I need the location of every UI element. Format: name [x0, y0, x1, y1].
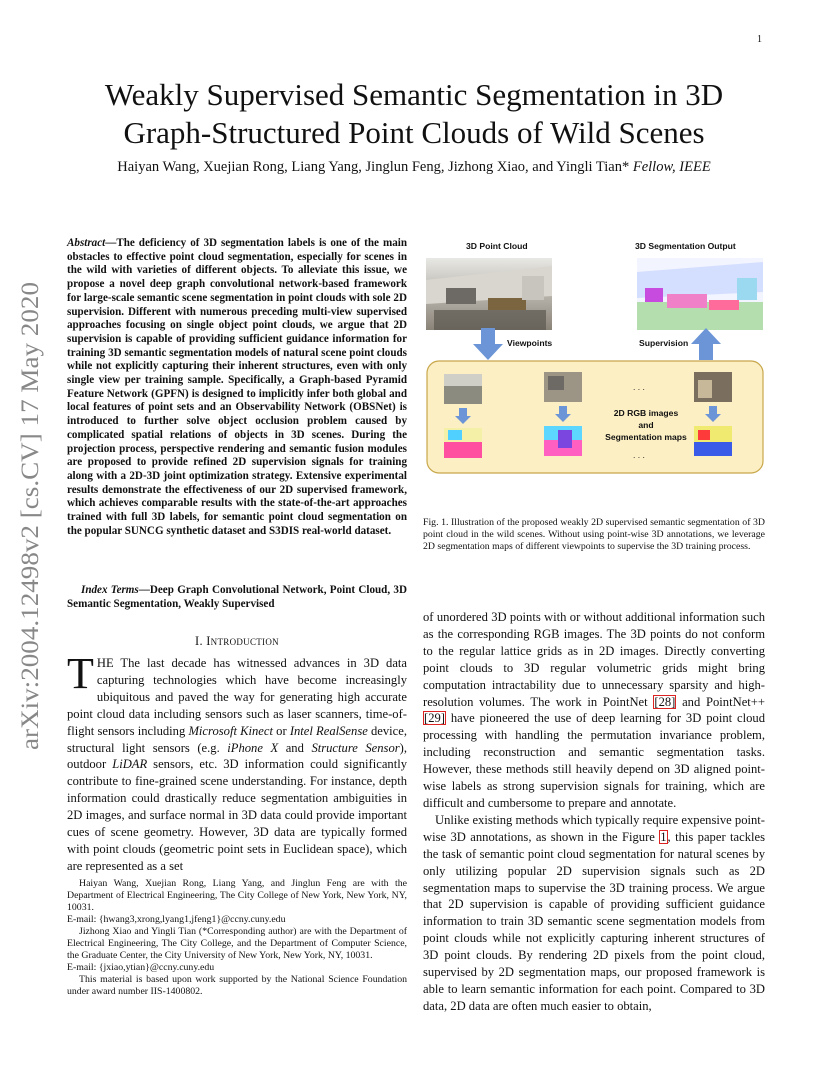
footnote-3: This material is based upon work supported by the National Science Foundation under award number IIS-1400802. — [67, 974, 407, 997]
abstract — [67, 237, 407, 538]
figure-caption: Fig. 1. Illustration of the proposed weakly 2D supervised semantic segmentation of 3D point cloud in the wild scenes. Without using point-wise 3D annotations, we leverage 2D segmentation maps of different viewpoints to supervise the 3D training process. — [423, 517, 765, 552]
arxiv-identifier-text: arXiv:2004.12498v2 [cs.CV] 17 May 2020 — [17, 318, 44, 750]
footnote-1-email: E-mail: {hwang3,xrong,lyang1,jfeng1}@ccny.cuny.edu — [67, 914, 286, 925]
index-terms — [67, 584, 407, 611]
footnote-1: Haiyan Wang, Xuejian Rong, Liang Yang, and Jinglun Feng are with the Department of Electrical Engineering, The City College of New York, New York, NY, 10031. — [67, 878, 407, 913]
label-supervision: Supervision — [639, 338, 689, 348]
paragraph-2 — [423, 812, 765, 1015]
label-viewpoints: Viewpoints — [507, 338, 553, 348]
para1-text-b: and PointNet++ — [676, 694, 765, 709]
right-column-text — [423, 609, 765, 1015]
section-heading-text: I. Introduction — [195, 634, 279, 648]
label-2d-maps-line-1: 2D RGB images — [613, 408, 679, 418]
para2-text-b: , this paper tackles the task of semantic point cloud segmentation for natural scenes by only utilizing popular 2D supervision signals such as 2D segmentation maps to supervise the 3D training process. We argue that 2D supervision is capable of providing sufficient guidance information to train 3D semantic scene segmentation models from point clouds while not explicitly capturing inherent structures of 3D point clouds. By rendering 2D pixels from the point cloud, supervised by 2D segmentation maps, our proposed framework is able to learn semantic information for each point. Compared to 3D data, 2D data are often much easier to obtain, — [423, 829, 765, 1013]
label-point-cloud: 3D Point Cloud — [466, 241, 528, 251]
paragraph-1 — [423, 609, 765, 812]
page-number: 1 — [757, 34, 762, 45]
index-terms-label: Index Terms — [81, 584, 139, 596]
citation-28[interactable]: [28] — [654, 694, 676, 709]
intro-structure: Structure Sensor — [311, 740, 400, 755]
figure-1 — [423, 236, 765, 504]
para2-text-a: Unlike existing methods which typically require expensive point-wise 3D annotations, as shown in the Figure — [423, 812, 765, 844]
section-heading — [67, 634, 407, 649]
label-2d-maps-line-2: and — [638, 420, 654, 430]
point-cloud-image — [426, 258, 552, 330]
multi-view-panel — [426, 360, 764, 474]
viewpoints-arrow-icon — [473, 328, 503, 360]
ellipsis-top: . . . — [633, 382, 645, 392]
index-terms-text: —Deep Graph Convolutional Network, Point Cloud, 3D Semantic Segmentation, Weakly Supervised — [67, 584, 407, 610]
segmentation-output-image — [637, 258, 763, 330]
label-2d-maps-line-3: Segmentation maps — [605, 432, 687, 442]
title-line-1: Weakly Supervised Semantic Segmentation in 3D — [104, 77, 724, 112]
label-2d-maps — [597, 407, 695, 443]
first-word-rest: HE — [96, 656, 114, 670]
footnotes — [67, 878, 407, 998]
intro-text-3: ), outdoor — [67, 740, 408, 772]
abstract-text: —The deficiency of 3D segmentation labels is one of the main obstacles to effective point cloud segmentation, especially for scenes in the wild with varieties of different objects. To alleviate this issue, we propose a novel deep graph convolutional network-based framework for large-scale semantic scene segmentation in point clouds with sole 2D supervision. Different with numerous preceding multi-view supervised approaches focusing on single object point clouds, we argue that 2D supervision is capable of providing sufficient guidance information for training 3D semantic segmentation models of natural scene point clouds while not explicitly capturing their inherent structures, even with only single view per training sample. Specifically, a Graph-based Pyramid Feature Network (GPFN) is designed to implicitly infer both global and local features of point sets and an Observability Network (OBSNet) is introduced to further solve object occlusion problem caused by complicated spatial relations of objects in 3D scenes. During the projection process, perspective rendering and semantic fusion modules are proposed to provide refined 2D supervision signals for training along with a 2D-3D joint optimization strategy. Extensive experimental results demonstrate the effectiveness of our 2D supervised framework, which achieves comparable results with the state-of-the-art approaches trained with full 3D labels, for semantic point cloud segmentation on the popular SUNCG synthetic dataset and S3DIS real-world dataset. — [67, 237, 407, 537]
intro-or: or — [272, 723, 290, 738]
intro-iphone: iPhone X — [227, 740, 279, 755]
authors-suffix: Fellow, IEEE — [632, 159, 711, 175]
paper-title — [60, 76, 768, 152]
ellipsis-bottom: . . . — [633, 450, 645, 460]
citation-29[interactable]: [29] — [424, 711, 445, 726]
intro-text-1: The last decade has witnessed advances in 3D data capturing technologies which have become increasingly ubiquitous and paved the way for generating high accurate point cloud data including sensors such as laser scanners, time-of-flight sensors including — [67, 656, 407, 738]
title-line-2: Graph-Structured Point Clouds of Wild Scenes — [123, 115, 705, 150]
author-list — [60, 159, 768, 176]
para1-text-c: have pioneered the use of deep learning for 3D point cloud processing with handling the permutation invariance problem, including reconstruction and semantic segmentation tasks. However, these methods still heavily depend on 3D aligned point-wise labels as strong supervision signals for training, which are difficult and cumbersome to prepare and annotate. — [423, 711, 765, 810]
intro-and: and — [278, 740, 312, 755]
supervision-arrow-icon — [691, 328, 721, 360]
intro-text-2: device, structural light sensors (e.g. — [67, 723, 407, 755]
intro-text-4: sensors, etc. 3D information could significantly contribute to fine-grained scene understanding. For instance, depth information could drastically reduce segmentation ambiguities in 2D images, and surface normal in 3D data could provide important cues of scene geometry. However, 3D data are typically formed with point clouds (geometric point sets in Euclidean space), which are represented as a set — [67, 757, 408, 873]
authors: Haiyan Wang, Xuejian Rong, Liang Yang, Jinglun Feng, Jizhong Xiao, and Yingli Tian* — [117, 159, 630, 175]
footnote-2-email: E-mail: {jxiao,ytian}@ccny.cuny.edu — [67, 962, 215, 973]
arxiv-identifier — [4, 280, 44, 760]
para1-text-a: of unordered 3D points with or without additional information such as the corresponding RGB images. The 3D points do not conform to the regular lattice grids as in 2D images. Directly converting point clouds to 3D regular volumetric grids might bring computation intractability due to unnecessary sparsity and high-resolution volumes. The work in PointNet — [423, 610, 765, 709]
intro-realsense: Intel RealSense — [289, 723, 368, 738]
figure-1-reference[interactable]: 1 — [660, 829, 667, 844]
abstract-label: Abstract — [67, 237, 106, 249]
drop-cap: T — [67, 649, 94, 698]
label-segmentation-output: 3D Segmentation Output — [635, 241, 736, 251]
footnote-2: Jizhong Xiao and Yingli Tian (*Corresponding author) are with the Department of Electrical Engineering, The City College, and the Department of Computer Science, the Graduate Center, the City University of New York, New York, NY, 10031. — [67, 926, 407, 961]
intro-lidar: LiDAR — [112, 757, 148, 772]
intro-kinect: Microsoft Kinect — [188, 723, 273, 738]
introduction-text — [67, 649, 408, 875]
